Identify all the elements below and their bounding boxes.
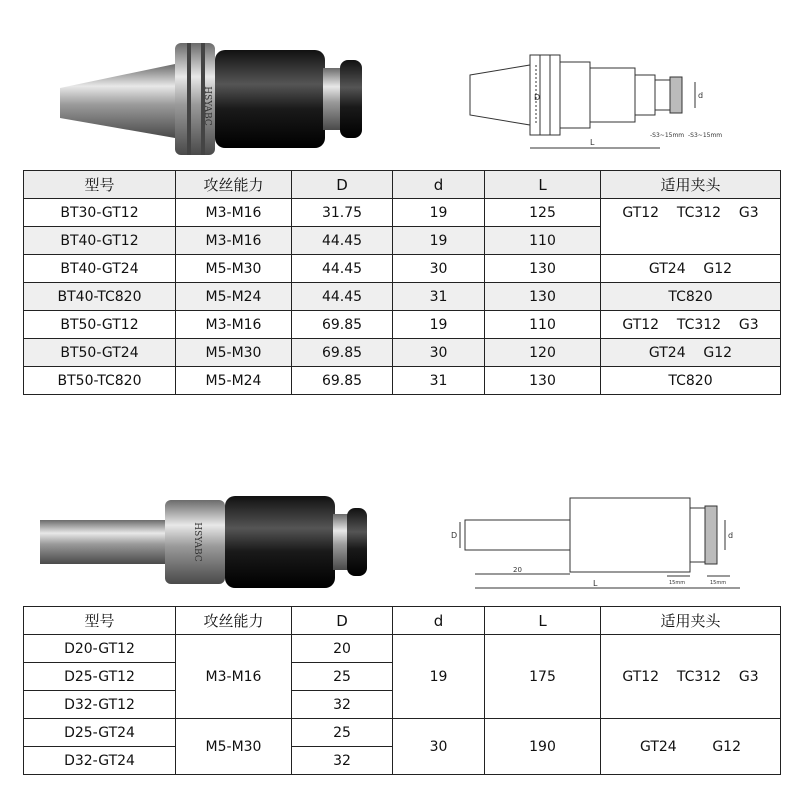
table-row: D25-GT24 M5-M30 25 30 190 GT24 G12 (24, 719, 781, 747)
straight-shank-spec-table (23, 606, 781, 775)
brand-engraving: HSYABC (192, 522, 202, 562)
table-row: D32-GT24 32 (24, 747, 781, 775)
header-collet: 适用夹头 (601, 607, 781, 635)
dim-D-label: D (451, 531, 458, 540)
header-capacity: 攻丝能力 (176, 607, 292, 635)
header-L: L (485, 171, 601, 199)
straight-shank-tap-holder-photo (35, 492, 375, 592)
dim-b-label: 15mm (710, 580, 727, 586)
table-row: D25-GT12 25 (24, 663, 781, 691)
table-row: D32-GT12 32 (24, 691, 781, 719)
dim-20-label: 20 (513, 566, 522, 574)
dim-L-label: L (590, 138, 595, 147)
bt-spec-table (23, 170, 781, 395)
header-d: d (393, 171, 485, 199)
header-L: L (485, 607, 601, 635)
table-row: BT40-GT24 M5-M30 44.45 30 130 GT24 G12 (24, 255, 781, 283)
dim-D-label: D (534, 93, 541, 102)
table-row: BT50-TC820 M5-M24 69.85 31 130 TC820 (24, 367, 781, 395)
table-row: BT40-TC820 M5-M24 44.45 31 130 TC820 (24, 283, 781, 311)
header-D: D (292, 171, 393, 199)
header-model: 型号 (24, 171, 176, 199)
dim-d-label: d (698, 91, 704, 100)
brand-engraving: HSYABC (202, 86, 212, 126)
table-row: BT30-GT12 M3-M16 31.75 19 125 GT12 TC312 G3 (24, 199, 781, 227)
dim-a-label: -S3~15mm (650, 132, 685, 139)
dim-b-label: -S3~15mm (688, 132, 723, 139)
straight-shank-technical-drawing (445, 490, 765, 600)
header-capacity: 攻丝能力 (176, 171, 292, 199)
header-D: D (292, 607, 393, 635)
table-row: BT50-GT24 M5-M30 69.85 30 120 GT24 G12 (24, 339, 781, 367)
table-row: BT50-GT12 M3-M16 69.85 19 110 GT12 TC312 G3 (24, 311, 781, 339)
bt-tap-holder-photo (55, 38, 375, 168)
dim-d-label: d (728, 531, 734, 540)
header-collet: 适用夹头 (601, 171, 781, 199)
dim-a-label: 15mm (669, 580, 686, 586)
header-model: 型号 (24, 607, 176, 635)
dim-L-label: L (593, 579, 598, 588)
table-row: D20-GT12 M3-M16 20 19 175 GT12 TC312 G3 (24, 635, 781, 663)
header-d: d (393, 607, 485, 635)
bt-technical-drawing (460, 40, 760, 160)
table-row: BT40-GT12 M3-M16 44.45 19 110 (24, 227, 781, 255)
